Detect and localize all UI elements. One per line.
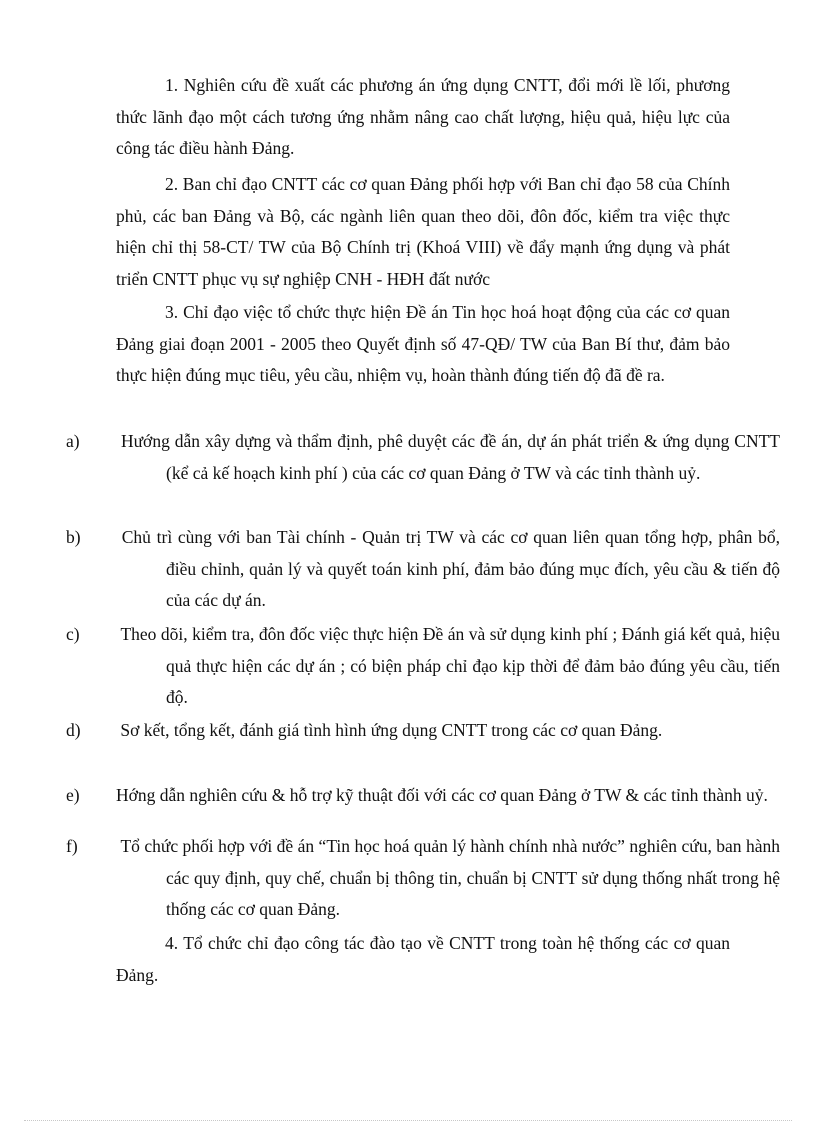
paragraph-2: 2. Ban chỉ đạo CNTT các cơ quan Đảng phối hợp với Ban chỉ đạo 58 của Chính phủ, các ban Đảng và Bộ, các ngành liên quan theo dõi, đôn đốc, kiểm tra việc thực hiện chỉ thị 58-CT/ TW của Bộ Chính trị (Khoá VIII) về đẩy mạnh ứng dụng và phát triển CNTT phục vụ sự nghiệp CNH - HĐH đất nước (116, 174, 730, 289)
list-item-d: d) Sơ kết, tổng kết, đánh giá tình hình ứng dụng CNTT trong các cơ quan Đảng. (66, 720, 663, 740)
list-item-text: Sơ kết, tổng kết, đánh giá tình hình ứng dụng CNTT trong các cơ quan Đảng. (120, 720, 663, 740)
list-item-c: c) Theo dõi, kiểm tra, đôn đốc việc thực hiện Đề án và sử dụng kinh phí ; Đánh giá kết quả, hiệu quả thực hiện các dự án ; có biện pháp chỉ đạo kịp thời để đảm bảo đúng yêu cầu, tiến độ. (66, 624, 780, 708)
list-item-text: Hớng dẫn nghiên cứu & hỗ trợ kỹ thuật đối với các cơ quan Đảng ở TW & các tỉnh thành uỷ. (116, 785, 768, 805)
list-item-text: Theo dõi, kiểm tra, đôn đốc việc thực hiện Đề án và sử dụng kinh phí ; Đánh giá kết quả, hiệu quả thực hiện các dự án ; có biện pháp chỉ đạo kịp thời để đảm bảo đúng yêu cầu, tiến độ. (120, 624, 780, 708)
list-item-text: Hướng dẫn xây dựng và thẩm định, phê duyệt các đề án, dự án phát triển & ứng dụng CNTT (kể cả kế hoạch kinh phí ) của các cơ quan Đảng ở TW và các tỉnh thành uỷ. (120, 431, 780, 483)
list-item-f: f) Tổ chức phối hợp với đề án “Tin học hoá quản lý hành chính nhà nước” nghiên cứu, ban hành các quy định, quy chế, chuẩn bị thông tin, chuẩn bị CNTT sử dụng thống nhất trong hệ thống các cơ quan Đảng. (66, 836, 781, 920)
list-item-b: b) Chủ trì cùng với ban Tài chính - Quản trị TW và các cơ quan liên quan tổng hợp, phân bổ, điều chỉnh, quản lý và quyết toán kinh phí, đảm bảo đúng mục đích, yêu cầu & tiến độ của các dự án. (66, 527, 781, 611)
paragraph-3: 3. Chỉ đạo việc tổ chức thực hiện Đề án Tin học hoá hoạt động của các cơ quan Đảng giai đoạn 2001 - 2005 theo Quyết định số 47-QĐ/ TW của Ban Bí thư, đảm bảo thực hiện đúng mục tiêu, yêu cầu, nhiệm vụ, hoàn thành đúng tiến độ đã đề ra. (116, 302, 730, 385)
list-item-e: e) Hớng dẫn nghiên cứu & hỗ trợ kỹ thuật đối với các cơ quan Đảng ở TW & các tỉnh thành uỷ. (66, 785, 768, 805)
paragraph-4: 4. Tổ chức chỉ đạo công tác đào tạo về CNTT trong toàn hệ thống các cơ quan Đảng. (116, 933, 730, 985)
page-bottom-divider (24, 1120, 792, 1121)
list-item-text: Tổ chức phối hợp với đề án “Tin học hoá quản lý hành chính nhà nước” nghiên cứu, ban hành các quy định, quy chế, chuẩn bị thông tin, chuẩn bị CNTT sử dụng thống nhất trong hệ thống các cơ quan Đảng. (120, 836, 781, 920)
list-item-text: Chủ trì cùng với ban Tài chính - Quản trị TW và các cơ quan liên quan tổng hợp, phân bổ, điều chỉnh, quản lý và quyết toán kinh phí, đảm bảo đúng mục đích, yêu cầu & tiến độ của các dự án. (121, 527, 781, 611)
paragraph-1: 1. Nghiên cứu đề xuất các phương án ứng dụng CNTT, đổi mới lề lối, phương thức lãnh đạo một cách tương ứng nhằm nâng cao chất lượng, hiệu quả, hiệu lực của công tác điều hành Đảng. (116, 75, 730, 158)
list-item-a: a) Hướng dẫn xây dựng và thẩm định, phê duyệt các đề án, dự án phát triển & ứng dụng CNTT (kể cả kế hoạch kinh phí ) của các cơ quan Đảng ở TW và các tỉnh thành uỷ. (66, 431, 780, 483)
